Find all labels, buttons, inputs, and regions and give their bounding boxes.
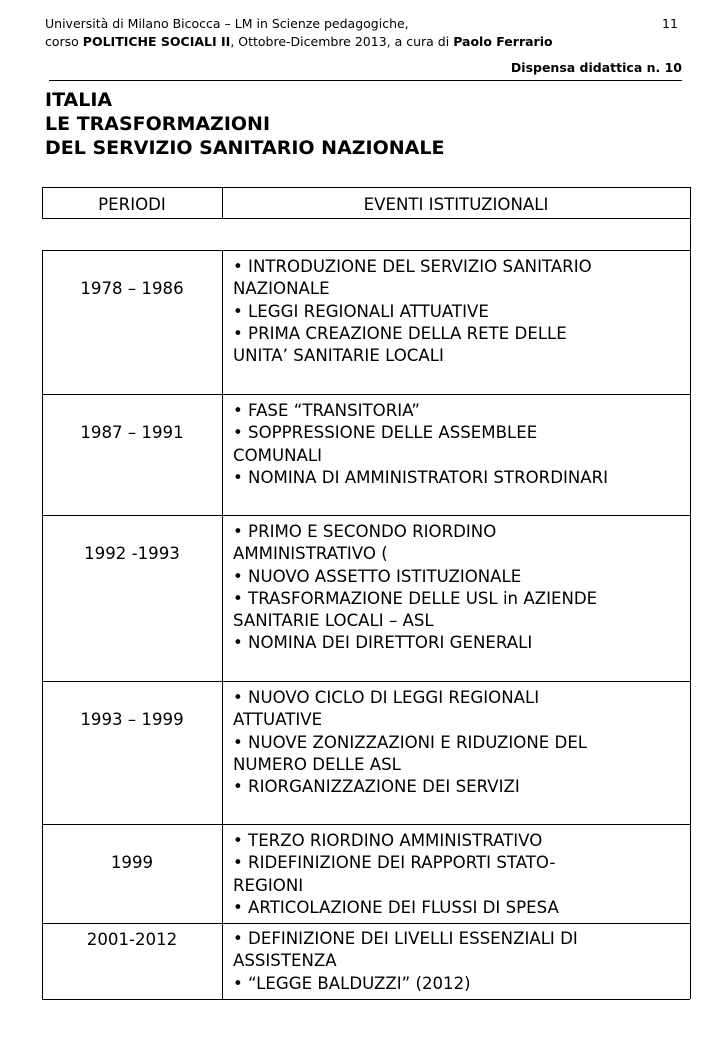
event-line: • RIORGANIZZAZIONE DEI SERVIZI (233, 777, 520, 797)
events-cell (233, 400, 688, 489)
period-cell: 1999 (110, 853, 154, 872)
column-divider (222, 824, 223, 923)
event-line: COMUNALI (233, 445, 323, 465)
event-line: REGIONI (233, 875, 304, 895)
events-cell (233, 521, 688, 655)
period-cell: 1978 – 1986 (80, 279, 184, 298)
row-border (42, 250, 690, 251)
event-line: • NOMINA DI AMMINISTRATORI STRORDINARI (233, 467, 609, 487)
event-line: • NUOVO ASSETTO ISTITUZIONALE (233, 566, 522, 586)
event-line: • NOMINA DEI DIRETTORI GENERALI (233, 633, 533, 653)
event-line: ATTUATIVE (233, 710, 323, 730)
title-line: ITALIA (45, 89, 113, 111)
header-institution-line (45, 16, 409, 32)
header-eventi: EVENTI ISTITUZIONALI (363, 195, 549, 214)
events-cell (233, 687, 688, 798)
title-line: DEL SERVIZIO SANITARIO NAZIONALE (45, 137, 445, 159)
column-divider (222, 515, 223, 681)
table-border-top (42, 187, 690, 188)
event-line: • ARTICOLAZIONE DEI FLUSSI DI SPESA (233, 897, 559, 917)
row-border (42, 394, 690, 395)
event-line: • PRIMA CREAZIONE DELLA RETE DELLE (233, 323, 567, 343)
row-border (42, 681, 690, 682)
event-line: • DEFINIZIONE DEI LIVELLI ESSENZIALI DI (233, 929, 578, 948)
column-divider (222, 923, 223, 999)
event-line: • PRIMO E SECONDO RIORDINO (233, 522, 497, 541)
header-course-name: POLITICHE SOCIALI II (82, 34, 231, 49)
header-line1: Università di Milano Bicocca – LM in Scienze pedagogiche, (45, 16, 409, 31)
header-border-bottom (42, 218, 690, 219)
events-cell (233, 830, 688, 919)
header-course-dates: , Ottobre-Dicembre 2013, a cura di (230, 34, 454, 49)
period-cell: 2001-2012 (86, 930, 178, 949)
event-line: • NUOVE ZONIZZAZIONI E RIDUZIONE DEL (233, 732, 588, 752)
period-cell: 1992 -1993 (84, 544, 180, 563)
event-line: • NUOVO CICLO DI LEGGI REGIONALI (233, 688, 540, 707)
event-line: • “LEGGE BALDUZZI” (2012) (233, 973, 471, 993)
event-line: • SOPPRESSIONE DELLE ASSEMBLEE (233, 423, 538, 443)
event-line: • FASE “TRANSITORIA” (233, 401, 421, 420)
period-cell: 1993 – 1999 (80, 710, 184, 729)
event-line: • RIDEFINIZIONE DEI RAPPORTI STATO- (233, 853, 556, 873)
events-cell (233, 928, 688, 995)
event-line: NAZIONALE (233, 279, 330, 299)
row-border (42, 824, 690, 825)
row-border (42, 515, 690, 516)
event-line: • INTRODUZIONE DEL SERVIZIO SANITARIO (233, 257, 592, 276)
title-line: LE TRASFORMAZIONI (45, 113, 271, 135)
column-divider (222, 394, 223, 515)
event-line: SANITARIE LOCALI – ASL (233, 611, 434, 631)
header-rule (49, 80, 682, 81)
event-line: AMMINISTRATIVO ( (233, 544, 388, 564)
dispensa-label: Dispensa didattica n. 10 (510, 60, 682, 75)
header-course-line (45, 34, 553, 50)
event-line: • LEGGI REGIONALI ATTUATIVE (233, 301, 489, 321)
period-cell: 1987 – 1991 (80, 423, 184, 442)
event-line: UNITA’ SANITARIE LOCALI (233, 346, 444, 366)
event-line: • TRASFORMAZIONE DELLE USL in AZIENDE (233, 588, 598, 608)
table-border-left (42, 394, 43, 515)
header-periodi: PERIODI (98, 195, 166, 214)
page-number: 11 (662, 16, 678, 31)
row-border (42, 923, 690, 924)
table-border-bottom (42, 999, 690, 1000)
table-border-left (42, 681, 43, 824)
header-course-prefix: corso (45, 34, 83, 49)
column-divider (222, 681, 223, 824)
events-cell (233, 256, 688, 367)
event-line: ASSISTENZA (233, 951, 337, 971)
header-author: Paolo Ferrario (453, 34, 553, 49)
page-title (45, 88, 444, 160)
event-line: NUMERO DELLE ASL (233, 754, 401, 774)
table-border-right (690, 187, 691, 999)
event-line: • TERZO RIORDINO AMMINISTRATIVO (233, 831, 543, 850)
column-divider (222, 250, 223, 394)
table-border-left (42, 515, 43, 681)
table-border-left (42, 250, 43, 394)
